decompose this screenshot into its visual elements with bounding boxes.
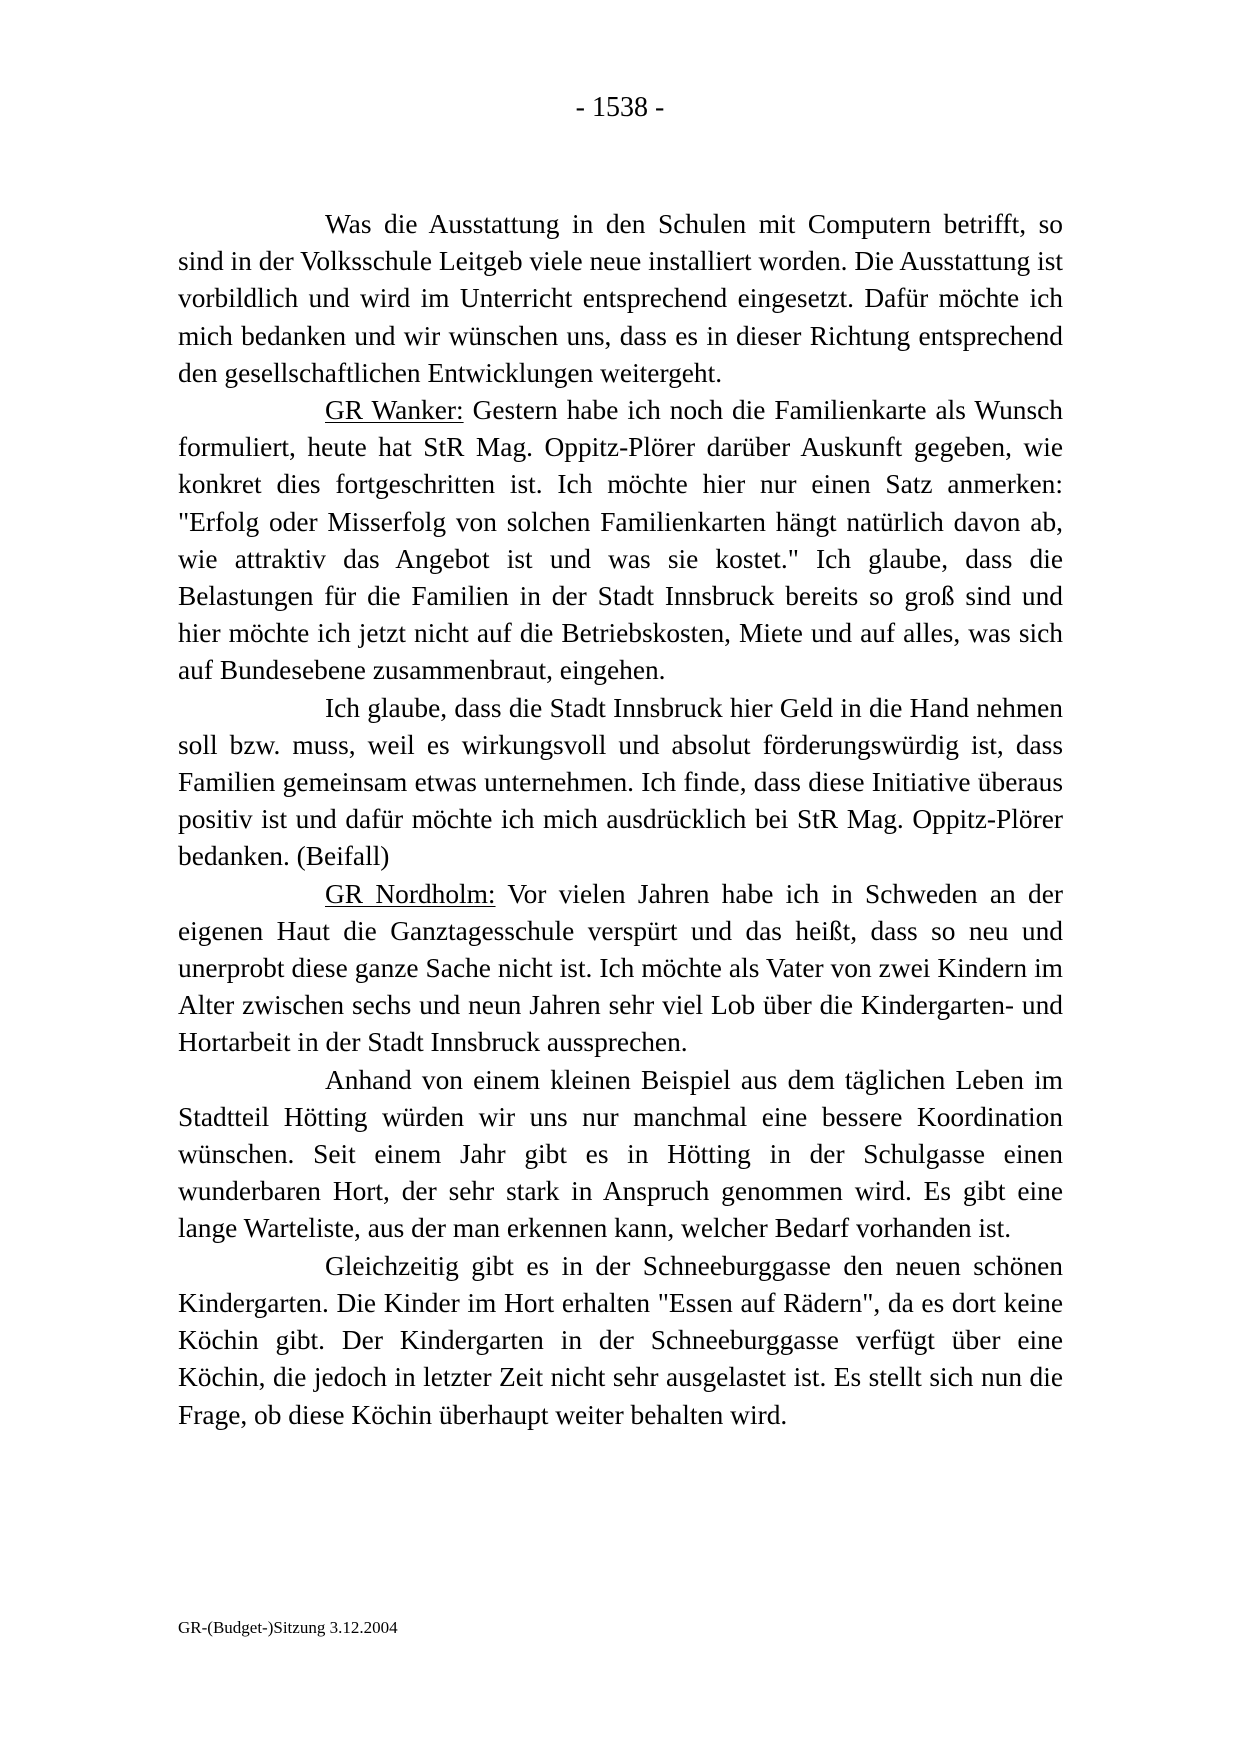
paragraph-wanker-statement [178, 392, 1063, 690]
page-number: - 1538 - [575, 92, 665, 123]
speaker-name: GR Nordholm: [325, 878, 496, 909]
paragraph-text: Anhand von einem kleinen Beispiel aus dem täglichen Leben im Stadtteil Hötting würden wir uns nur manchmal eine bessere Koordination wünschen. Seit einem Jahr gibt es in Hötting in der Schulgasse einen wunderbaren Hort, der sehr stark in Anspruch genommen wird. Es gibt eine lange Warteliste, aus der man erkennen kann, welcher Bedarf vorhanden ist. [178, 1064, 1063, 1244]
footer-session-label: GR-(Budget-)Sitzung 3.12.2004 [178, 1618, 398, 1637]
paragraph-text: Gleichzeitig gibt es in der Schneeburggasse den neuen schönen Kindergarten. Die Kinder im Hort erhalten "Essen auf Rädern", da es dort keine Köchin gibt. Der Kindergarten in der Schneeburggasse verfügt über eine Köchin, die jedoch in letzter Zeit nicht sehr ausgelastet ist. Es stellt sich nun die Frage, ob diese Köchin überhaupt weiter behalten wird. [178, 1250, 1063, 1430]
paragraph-hoetting-example [178, 1062, 1063, 1248]
paragraph-wanker-continuation [178, 690, 1063, 876]
speaker-name: GR Wanker: [325, 395, 464, 426]
paragraph-schneeburggasse [178, 1248, 1063, 1434]
document-body [178, 206, 1063, 1434]
paragraph-text: Vor vielen Jahren habe ich in Schweden an der eigenen Haut die Ganztagesschule verspürt und das heißt, dass so neu und unerprobt diese ganze Sache nicht ist. Ich möchte als Vater von zwei Kindern im Alter zwischen sechs und neun Jahren sehr viel Lob über die Kindergarten- und Hortarbeit in der Stadt Innsbruck aussprechen. [178, 878, 1063, 1058]
paragraph-text: Gestern habe ich noch die Familienkarte als Wunsch formuliert, heute hat StR Mag. Oppitz-Plörer darüber Auskunft gegeben, wie konkret dies fortgeschritten ist. Ich möchte hier nur einen Satz anmerken: "Erfolg oder Misserfolg von solchen Familienkarten hängt natürlich davon ab, wie attraktiv das Angebot ist und was sie kostet." Ich glaube, dass die Belastungen für die Familien in der Stadt Innsbruck bereits so groß sind und hier möchte ich jetzt nicht auf die Betriebskosten, Miete und auf alles, was sich auf Bundesebene zusammenbraut, eingehen. [178, 395, 1063, 686]
paragraph-computer-equipment [178, 206, 1063, 392]
paragraph-text: Was die Ausstattung in den Schulen mit Computern betrifft, so sind in der Volksschule Leitgeb viele neue installiert worden. Die Ausstattung ist vorbildlich und wird im Unterricht entsprechend eingesetzt. Dafür möchte ich mich bedanken und wir wünschen uns, dass es in dieser Richtung entsprechend den gesellschaftlichen Entwicklungen weitergeht. [178, 209, 1063, 388]
paragraph-text: Ich glaube, dass die Stadt Innsbruck hier Geld in die Hand nehmen soll bzw. muss, weil es wirkungsvoll und absolut förderungswürdig ist, dass Familien gemeinsam etwas unternehmen. Ich finde, dass diese Initiative überaus positiv ist und dafür möchte ich mich ausdrücklich bei StR Mag. Oppitz-Plörer bedanken. (Beifall) [178, 692, 1063, 872]
paragraph-nordholm-statement [178, 876, 1063, 1062]
